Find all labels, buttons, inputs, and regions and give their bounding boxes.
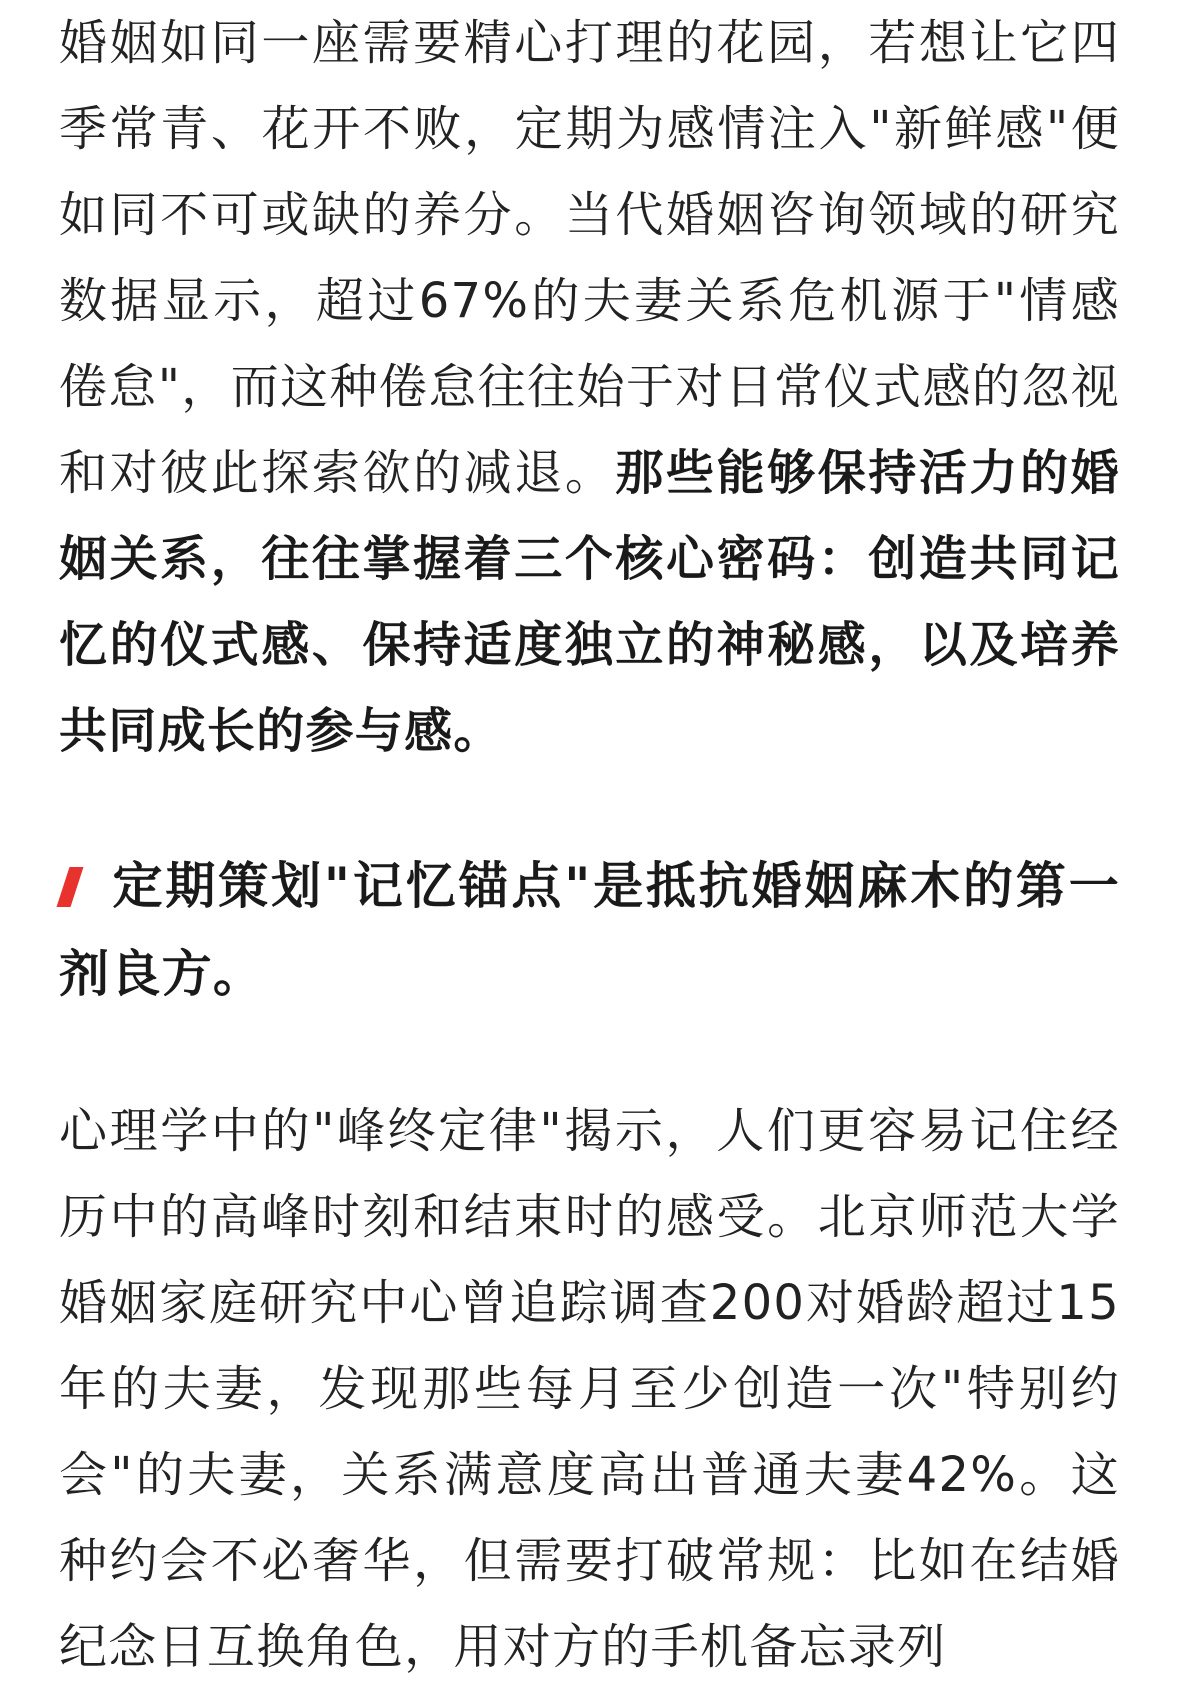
section-heading (59, 842, 1120, 1018)
intro-emphasis: 那些能够保持活力的婚姻关系，往往掌握着三个核心密码：创造共同记忆的仪式感、保持适度独立的神秘感，以及培养共同成长的参与感。 (59, 445, 1120, 759)
heading-marker-icon (57, 867, 84, 907)
intro-paragraph (59, 0, 1120, 774)
intro-text: 婚姻如同一座需要精心打理的花园，若想让它四季常青、花开不败，定期为感情注入"新鲜感"便如同不可或缺的养分。当代婚姻咨询领域的研究数据显示，超过67%的夫妻关系危机源于"情感倦怠"，而这种倦怠往往始于对日常仪式感的忽视和对彼此探索欲的减退。 (59, 15, 1120, 501)
body-paragraph: 心理学中的"峰终定律"揭示，人们更容易记住经历中的高峰时刻和结束时的感受。北京师范大学婚姻家庭研究中心曾追踪调查200对婚龄超过15年的夫妻，发现那些每月至少创造一次"特别约会"的夫妻，关系满意度高出普通夫妻42%。这种约会不必奢华，但需要打破常规：比如在结婚纪念日互换角色，用对方的手机备忘录列 (59, 1103, 1120, 1675)
section-heading-text: 定期策划"记忆锚点"是抵抗婚姻麻木的第一剂良方。 (59, 857, 1120, 1003)
